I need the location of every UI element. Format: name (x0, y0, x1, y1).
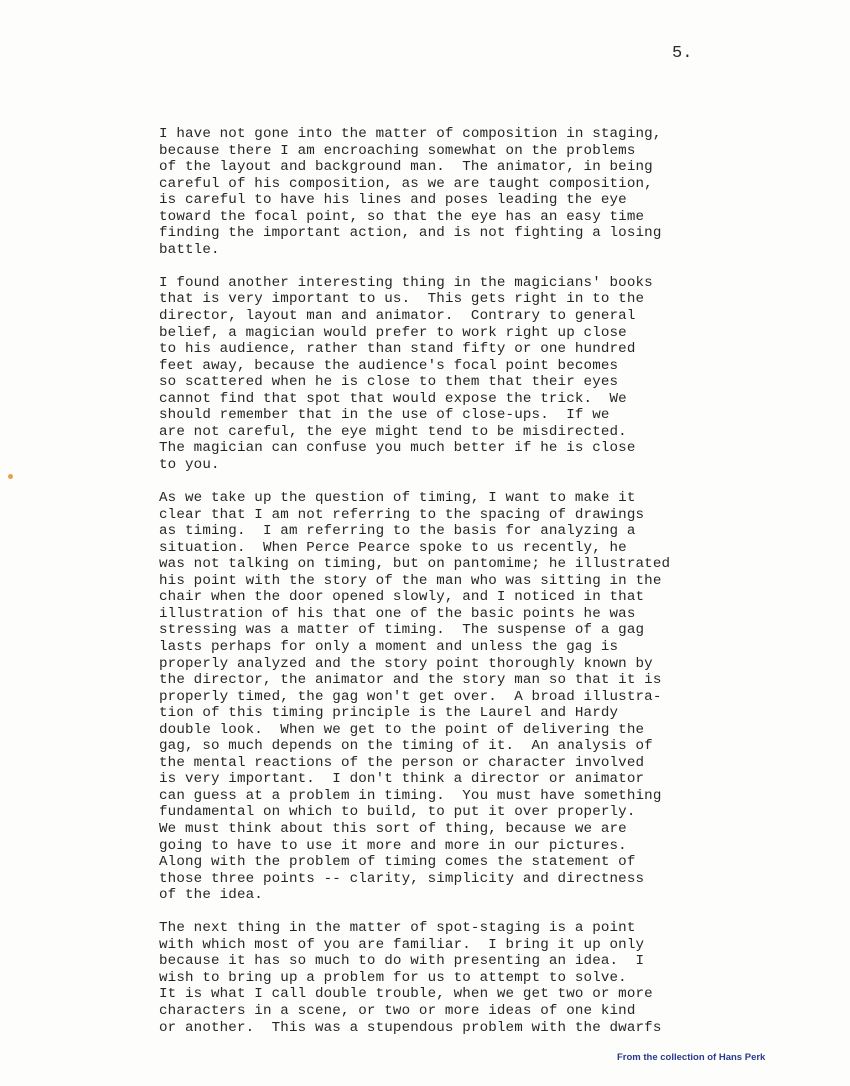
text-line: with which most of you are familiar. I bring it up only (159, 936, 645, 953)
text-line: the director, the animator and the story man so that it is (159, 672, 662, 689)
text-line: wish to bring up a problem for us to attempt to solve. (159, 969, 627, 986)
text-line: can guess at a problem in timing. You must have something (159, 787, 662, 804)
text-line: I found another interesting thing in the magicians' books (159, 274, 653, 291)
text-line: was not talking on timing, but on pantomime; he illustrated (159, 556, 671, 573)
paragraph (159, 920, 779, 1036)
text-line: should remember that in the use of close-ups. If we (159, 407, 610, 424)
text-line: The magician can confuse you much better if he is close (159, 440, 636, 457)
text-line: going to have to use it more and more in our pictures. (159, 837, 627, 854)
text-line: toward the focal point, so that the eye has an easy time (159, 208, 645, 225)
text-line: battle. (159, 241, 220, 258)
text-line: is very important. I don't think a director or animator (159, 771, 645, 788)
text-line: gag, so much depends on the timing of it. An analysis of (159, 738, 653, 755)
text-line: cannot find that spot that would expose the trick. We (159, 390, 627, 407)
text-line: that is very important to us. This gets right in to the (159, 291, 645, 308)
text-line: because there I am encroaching somewhat on the problems (159, 142, 636, 159)
margin-mark (8, 474, 13, 479)
text-line: director, layout man and animator. Contrary to general (159, 308, 636, 325)
text-line: fundamental on which to build, to put it over properly. (159, 804, 636, 821)
text-line: characters in a scene, or two or more ideas of one kind (159, 1002, 636, 1019)
text-line: of the layout and background man. The animator, in being (159, 159, 653, 176)
text-line: feet away, because the audience's focal point becomes (159, 357, 619, 374)
text-line: stressing was a matter of timing. The suspense of a gag (159, 622, 645, 639)
text-line: to you. (159, 456, 220, 473)
text-line: It is what I call double trouble, when we get two or more (159, 986, 653, 1003)
text-line: double look. When we get to the point of delivering the (159, 721, 645, 738)
text-line: are not careful, the eye might tend to be misdirected. (159, 423, 627, 440)
text-line: illustration of his that one of the basic points he was (159, 605, 636, 622)
text-line: finding the important action, and is not fighting a losing (159, 225, 662, 242)
paragraph (159, 275, 779, 474)
text-line: as timing. I am referring to the basis for analyzing a (159, 523, 636, 540)
text-line: careful of his composition, as we are taught composition, (159, 175, 653, 192)
text-line: We must think about this sort of thing, because we are (159, 820, 627, 837)
text-line: or another. This was a stupendous problem with the dwarfs (159, 1019, 662, 1036)
text-line: clear that I am not referring to the spacing of drawings (159, 506, 645, 523)
text-line: Along with the problem of timing comes the statement of (159, 854, 636, 871)
text-line: properly analyzed and the story point thoroughly known by (159, 655, 653, 672)
text-line: his point with the story of the man who was sitting in the (159, 572, 662, 589)
collection-credit: From the collection of Hans Perk (617, 1052, 766, 1063)
text-line: The next thing in the matter of spot-staging is a point (159, 920, 636, 937)
paragraph (159, 490, 779, 904)
body-text (159, 126, 779, 1053)
text-line: of the idea. (159, 887, 263, 904)
text-line: situation. When Perce Pearce spoke to us recently, he (159, 539, 627, 556)
text-line: chair when the door opened slowly, and I noticed in that (159, 589, 645, 606)
text-line: the mental reactions of the person or character involved (159, 754, 645, 771)
text-line: I have not gone into the matter of composition in staging, (159, 126, 662, 142)
paragraph (159, 126, 779, 258)
text-line: lasts perhaps for only a moment and unless the gag is (159, 638, 619, 655)
text-line: As we take up the question of timing, I want to make it (159, 490, 636, 507)
text-line: tion of this timing principle is the Laurel and Hardy (159, 705, 619, 722)
page-number: 5. (672, 44, 693, 63)
text-line: properly timed, the gag won't get over. A broad illustra- (159, 688, 662, 705)
text-line: so scattered when he is close to them that their eyes (159, 374, 619, 391)
text-line: belief, a magician would prefer to work right up close (159, 324, 627, 341)
text-line: those three points -- clarity, simplicity and directness (159, 870, 645, 887)
text-line: is careful to have his lines and poses leading the eye (159, 192, 627, 209)
text-line: to his audience, rather than stand fifty or one hundred (159, 341, 636, 358)
text-line: because it has so much to do with presenting an idea. I (159, 953, 645, 970)
